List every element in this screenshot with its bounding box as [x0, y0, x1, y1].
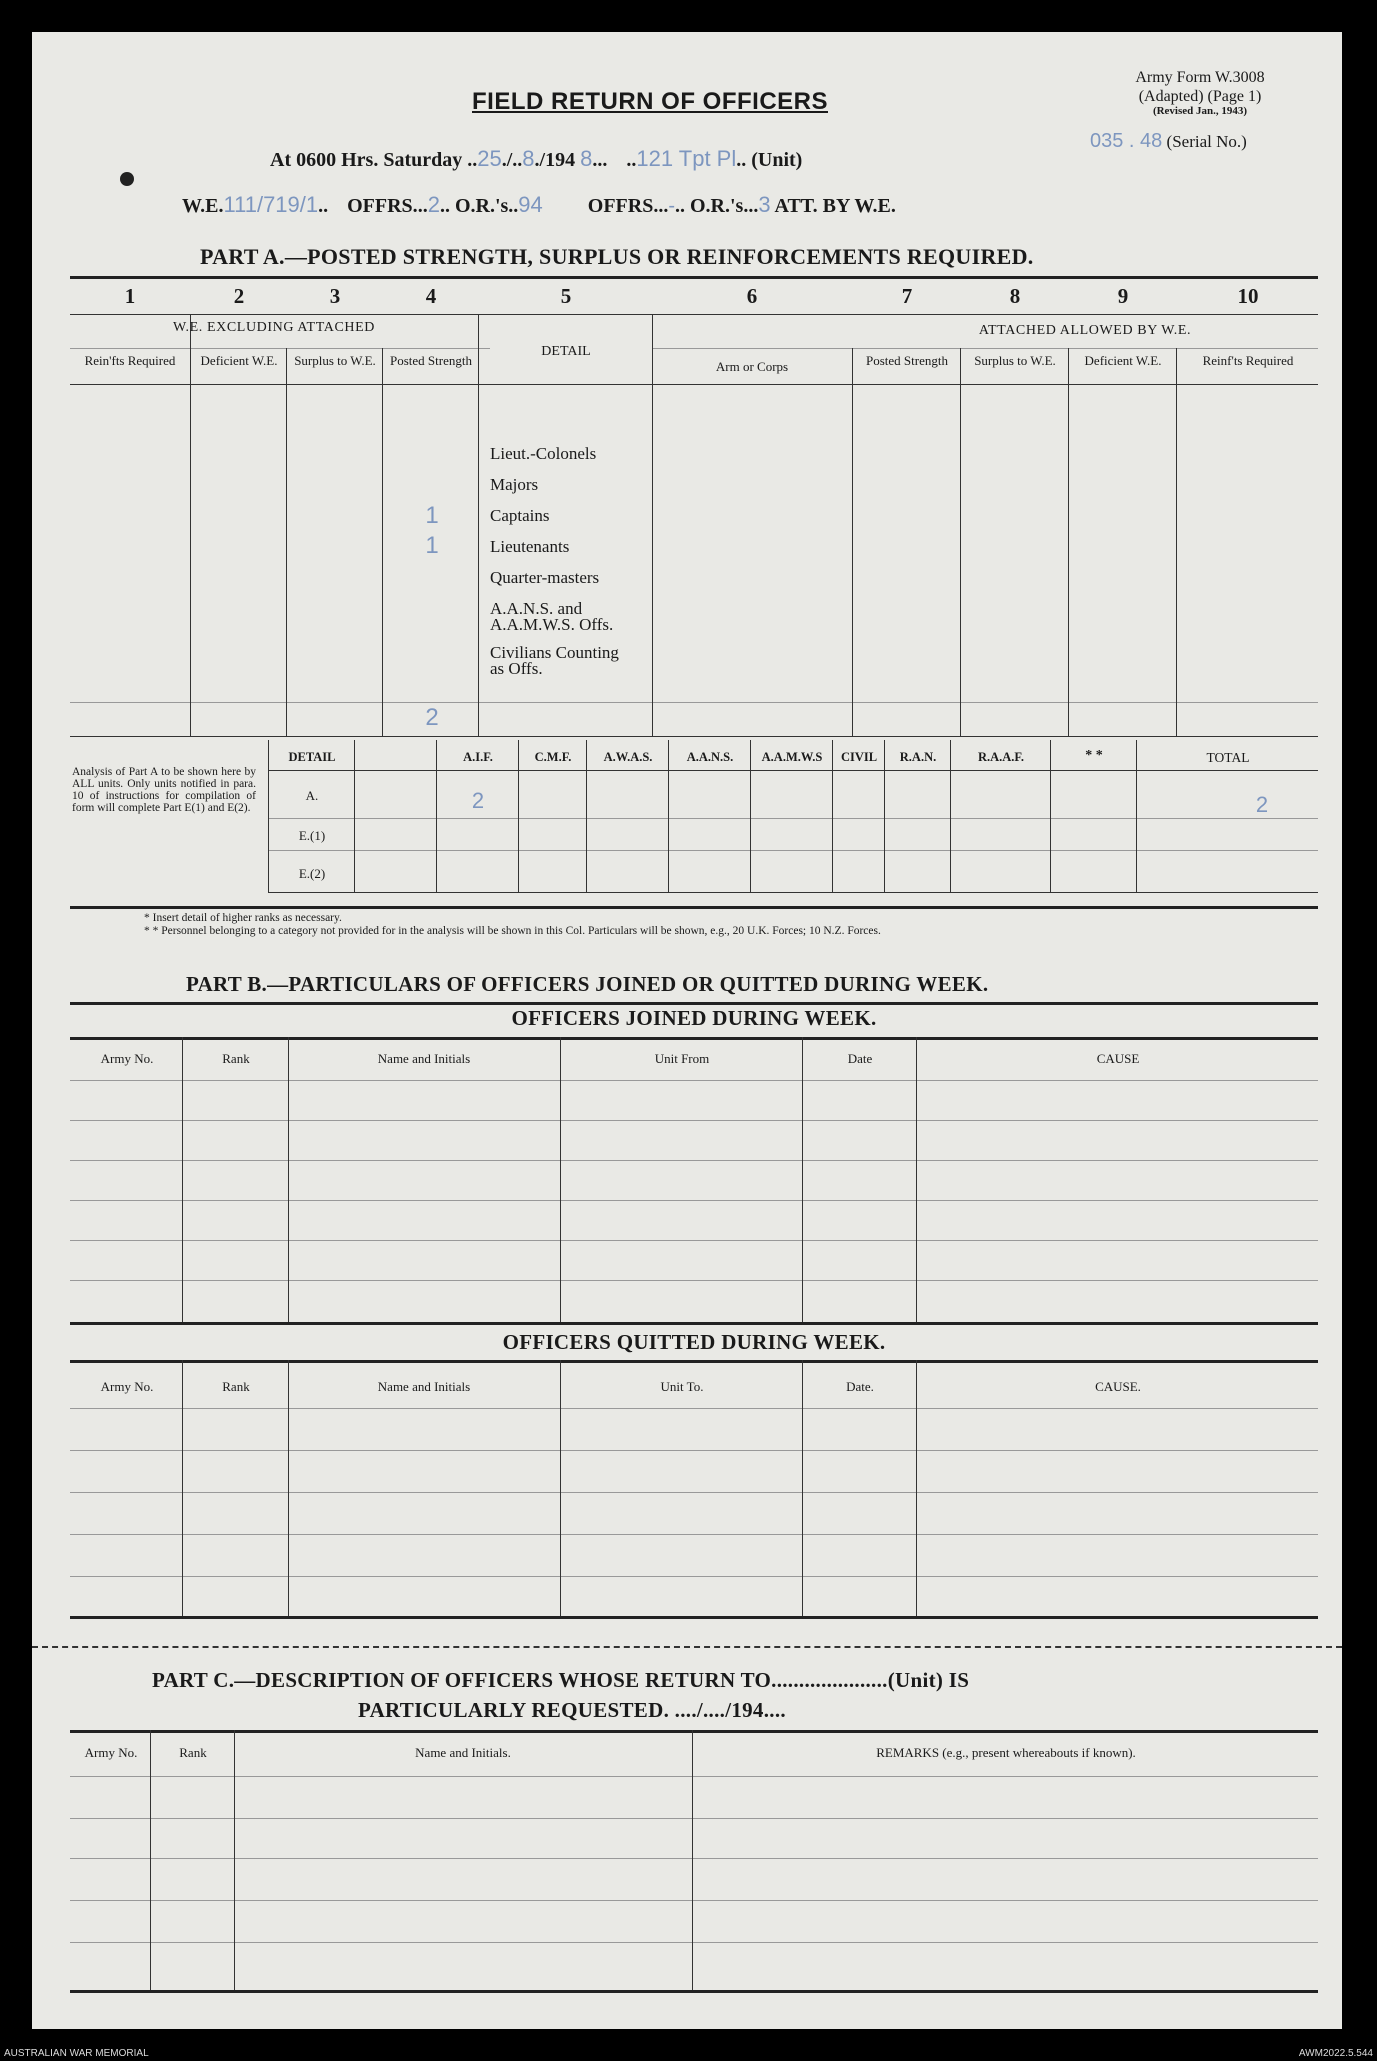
- tear-line: [32, 1646, 1342, 1648]
- serial-label: (Serial No.): [1166, 132, 1247, 151]
- offrs-label: OFFRS.: [347, 195, 418, 217]
- analysis-divider: [436, 740, 437, 892]
- joined-divider: [560, 1037, 561, 1322]
- col-divider: [1176, 348, 1177, 736]
- joined-header-name: Name and Initials: [377, 1051, 471, 1066]
- analysis-row-e1: E.(1): [298, 828, 326, 843]
- group-left-rule: [70, 348, 490, 349]
- we-line: W.E.111/719/1.. OFFRS...2.. O.R.'s..94 OFFRS...-.. O.R.'s...3 ATT. BY W.E.: [182, 192, 896, 217]
- joined-header-unit-from: Unit From: [654, 1051, 710, 1066]
- rank-lieutenants: Lieutenants: [490, 537, 570, 556]
- col-divider: [1068, 348, 1069, 736]
- analysis-header-cmf: C.M.F.: [534, 750, 572, 764]
- col-divider: [382, 348, 383, 736]
- quitted-header-cause: CAUSE.: [1095, 1379, 1141, 1394]
- analysis-top-rule: [268, 770, 1318, 771]
- header-surplus: Surplus to W.E.: [294, 353, 376, 368]
- part-a-top-rule: [70, 276, 1318, 279]
- part-c-title-2: PARTICULARLY REQUESTED. ..../..../194....: [358, 1698, 786, 1722]
- part-c-divider: [234, 1730, 235, 1990]
- header-reinfts-required: Rein'fts Required: [84, 353, 176, 368]
- part-c-row-rule: [70, 1858, 1318, 1859]
- analysis-note: Analysis of Part A to be shown here by ALL units. Only units notified in para. 10 of instructions for compilation of form will complete Part E(1) and E(2).: [72, 766, 256, 814]
- footnote-higher-ranks: * Insert detail of higher ranks as necessary.: [144, 912, 342, 924]
- header-posted-strength: Posted Strength: [390, 353, 472, 368]
- col-number-3: 3: [329, 284, 341, 308]
- footer-right: AWM2022.5.544: [1298, 2048, 1373, 2059]
- col-number-9: 9: [1117, 284, 1129, 308]
- offrs-value: 2: [427, 192, 440, 217]
- col-divider: [478, 314, 479, 736]
- quitted-top-rule: [70, 1360, 1318, 1363]
- header-deficient: Deficient W.E.: [200, 353, 278, 368]
- joined-divider: [288, 1037, 289, 1322]
- date-unit-line: At 0600 Hrs. Saturday ..25./..8./194 8... ..121 Tpt Pl.. (Unit): [270, 146, 803, 171]
- part-c-row-rule: [70, 1900, 1318, 1901]
- group-right-rule: [652, 348, 1318, 349]
- part-c-title-1: PART C.—DESCRIPTION OF OFFICERS WHOSE RETURN TO.....................(Unit) IS: [152, 1668, 970, 1692]
- col-number-10: 10: [1237, 284, 1259, 308]
- analysis-divider: [518, 740, 519, 892]
- rank-aans: A.A.N.S. and A.A.M.W.S. Offs.: [490, 599, 614, 634]
- analysis-divider: [1136, 740, 1137, 892]
- form-number: Army Form W.3008: [1135, 69, 1265, 86]
- col-divider: [190, 314, 191, 736]
- quitted-header-army-no: Army No.: [100, 1379, 154, 1394]
- analysis-end-rule: [70, 906, 1318, 909]
- joined-row-rule: [70, 1160, 1318, 1161]
- form-number-block: [1080, 68, 1320, 117]
- col-number-7: 7: [901, 284, 913, 308]
- joined-title: OFFICERS JOINED DURING WEEK.: [511, 1006, 877, 1030]
- part-c-top-rule: [70, 1730, 1318, 1733]
- quitted-row-rule: [70, 1534, 1318, 1535]
- analysis-header-aamws: A.A.M.W.S: [761, 750, 823, 764]
- joined-header-cause: CAUSE: [1096, 1051, 1140, 1066]
- col-number-4: 4: [425, 284, 437, 308]
- part-b-rule: [70, 1002, 1318, 1005]
- joined-row-rule: [70, 1120, 1318, 1121]
- quitted-title: OFFICERS QUITTED DURING WEEK.: [502, 1330, 886, 1354]
- analysis-divider: [1050, 740, 1051, 892]
- part-c-divider: [692, 1730, 693, 1990]
- unit-label: (Unit): [751, 149, 803, 171]
- quitted-divider: [560, 1360, 561, 1616]
- analysis-divider: [268, 740, 269, 892]
- analysis-aif-a: 2: [471, 788, 485, 813]
- analysis-bottom-rule: [268, 892, 1318, 893]
- joined-header-date: Date: [847, 1051, 873, 1066]
- joined-row-rule: [70, 1080, 1318, 1081]
- quitted-row-rule: [70, 1492, 1318, 1493]
- posted-lieutenants: 1: [425, 532, 439, 559]
- quitted-row-rule: [70, 1450, 1318, 1451]
- joined-divider: [182, 1037, 183, 1322]
- posted-total: 2: [425, 704, 439, 731]
- part-c-divider: [150, 1730, 151, 1990]
- date-year: 8: [580, 146, 593, 171]
- analysis-header-aif: A.I.F.: [463, 750, 493, 764]
- quitted-bottom-rule: [70, 1616, 1318, 1619]
- col-number-1: 1: [124, 284, 136, 308]
- group-header-we-excluding: W.E. EXCLUDING ATTACHED: [173, 320, 375, 335]
- we-label: W.E.: [182, 195, 224, 217]
- date-year-prefix: /194: [539, 149, 576, 171]
- group-header-attached: ATTACHED ALLOWED BY W.E.: [978, 323, 1192, 338]
- analysis-total-a: 2: [1255, 792, 1269, 817]
- col-number-5: 5: [560, 284, 572, 308]
- header-detail: DETAIL: [541, 344, 591, 359]
- part-c-header-army-no: Army No.: [84, 1745, 138, 1760]
- part-c-row-rule: [70, 1818, 1318, 1819]
- quitted-divider: [916, 1360, 917, 1616]
- rank-majors: Majors: [490, 475, 539, 494]
- punch-hole: [120, 172, 134, 186]
- joined-row-rule: [70, 1280, 1318, 1281]
- analysis-header-other: * *: [1085, 748, 1103, 763]
- part-c-bottom-rule: [70, 1990, 1318, 1993]
- ors-label: O.R.'s: [454, 195, 509, 217]
- analysis-header-awas: A.W.A.S.: [603, 750, 653, 764]
- joined-divider: [802, 1037, 803, 1322]
- analysis-row-e2: E.(2): [298, 866, 326, 881]
- analysis-header-total: TOTAL: [1206, 750, 1250, 765]
- part-c-row-rule: [70, 1776, 1318, 1777]
- part-b-title: PART B.—PARTICULARS OF OFFICERS JOINED OR QUITTED DURING WEEK.: [186, 972, 989, 996]
- analysis-header-aans: A.A.N.S.: [686, 750, 734, 764]
- quitted-row-rule: [70, 1576, 1318, 1577]
- rank-civilians: Civilians Counting as Offs.: [490, 643, 619, 678]
- joined-row-rule: [70, 1200, 1318, 1201]
- date-month: 8: [522, 146, 535, 171]
- analysis-header-detail: DETAIL: [288, 750, 336, 764]
- quitted-divider: [288, 1360, 289, 1616]
- analysis-divider: [586, 740, 587, 892]
- analysis-header-ran: R.A.N.: [899, 750, 937, 764]
- rank-lieut-colonels: Lieut.-Colonels: [490, 444, 597, 463]
- part-c-row-rule: [70, 1942, 1318, 1943]
- col-number-6: 6: [746, 284, 758, 308]
- footer-left: AUSTRALIAN WAR MEMORIAL: [4, 2048, 149, 2059]
- part-a-bottom-rule: [70, 736, 1318, 737]
- footnote-other-category: * * Personnel belonging to a category not provided for in the analysis will be shown in this Col. Particulars will be shown, e.g., 20 U.K. Forces; 10 N.Z. Forces.: [144, 925, 881, 937]
- part-c-header-rank: Rank: [179, 1745, 207, 1760]
- quitted-divider: [802, 1360, 803, 1616]
- part-a-number-rule: [70, 314, 1318, 315]
- at-label: At 0600 Hrs. Saturday: [270, 149, 463, 171]
- ors-att-value: 3: [758, 192, 771, 217]
- joined-divider: [916, 1037, 917, 1322]
- analysis-divider: [884, 740, 885, 892]
- part-c-header-name: Name and Initials.: [415, 1745, 511, 1760]
- analysis-divider: [354, 740, 355, 892]
- col-divider: [960, 348, 961, 736]
- analysis-divider: [750, 740, 751, 892]
- header-posted-strength-att: Posted Strength: [866, 353, 948, 368]
- header-surplus-att: Surplus to W.E.: [974, 353, 1056, 368]
- quitted-header-date: Date.: [846, 1379, 874, 1394]
- joined-top-rule: [70, 1037, 1318, 1040]
- analysis-row-rule: [268, 818, 1318, 819]
- rank-quarter-masters: Quarter-masters: [490, 568, 600, 587]
- joined-row-rule: [70, 1240, 1318, 1241]
- joined-bottom-rule: [70, 1322, 1318, 1325]
- analysis-row-a: A.: [305, 788, 319, 803]
- offrs-att-label: OFFRS.: [587, 195, 659, 217]
- rank-captains: Captains: [490, 506, 550, 525]
- col-divider: [286, 348, 287, 736]
- rank-list: [490, 444, 660, 677]
- analysis-divider: [950, 740, 951, 892]
- col-number-8: 8: [1009, 284, 1021, 308]
- col-number-2: 2: [233, 284, 245, 308]
- quitted-header-name: Name and Initials: [377, 1379, 471, 1394]
- analysis-header-raaf: R.A.A.F.: [977, 750, 1025, 764]
- ors-att-label: O.R.'s: [690, 195, 744, 217]
- quitted-header-unit-to: Unit To.: [660, 1379, 704, 1394]
- ors-value: 94: [518, 192, 543, 217]
- part-a-total-rule: [70, 702, 1318, 703]
- we-value: 111/719/1: [223, 192, 319, 217]
- offrs-att-value: -: [668, 195, 675, 217]
- form-page: [32, 32, 1342, 2029]
- joined-header-rank: Rank: [222, 1051, 250, 1066]
- header-reinfts-att: Reinf'ts Required: [1202, 353, 1294, 368]
- posted-captains: 1: [425, 502, 439, 529]
- form-title: FIELD RETURN OF OFFICERS: [472, 88, 828, 115]
- part-a-title: PART A.—POSTED STRENGTH, SURPLUS OR REINFORCEMENTS REQUIRED.: [200, 244, 1034, 269]
- serial-number-line: [1090, 130, 1247, 153]
- part-a-header-rule: [70, 384, 1318, 385]
- unit-value: 121 Tpt Pl: [636, 146, 737, 171]
- quitted-divider: [182, 1360, 183, 1616]
- header-arm-or-corps: Arm or Corps: [715, 359, 789, 374]
- quitted-row-rule: [70, 1408, 1318, 1409]
- quitted-header-rank: Rank: [222, 1379, 250, 1394]
- form-revised: (Revised Jan., 1943): [1152, 105, 1248, 117]
- analysis-header-civil: CIVIL: [840, 750, 878, 764]
- joined-header-army-no: Army No.: [100, 1051, 154, 1066]
- col-divider: [852, 348, 853, 736]
- analysis-row-rule: [268, 850, 1318, 851]
- att-label: ATT. BY W.E.: [774, 195, 896, 217]
- form-adapted: (Adapted) (Page 1): [1138, 88, 1262, 105]
- analysis-divider: [668, 740, 669, 892]
- date-day: 25: [477, 146, 502, 171]
- serial-value: 035 . 48: [1090, 130, 1163, 152]
- part-c-header-remarks: REMARKS (e.g., present whereabouts if known).: [876, 1745, 1136, 1760]
- analysis-divider: [832, 740, 833, 892]
- header-deficient-att: Deficient W.E.: [1084, 353, 1162, 368]
